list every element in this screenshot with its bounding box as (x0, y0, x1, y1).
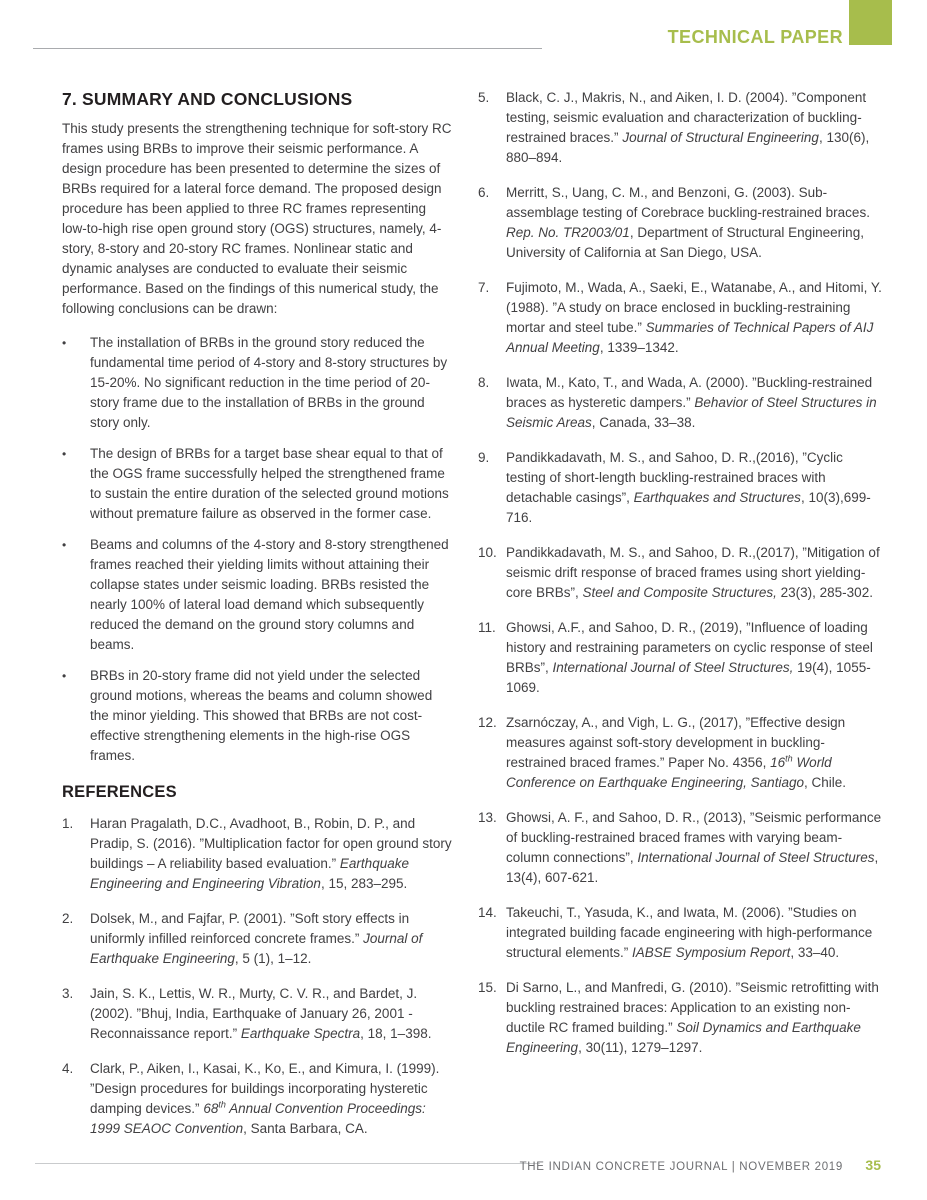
reference-number: 7. (478, 280, 490, 295)
reference-list-right (478, 88, 884, 1058)
bullet-item (62, 535, 454, 655)
reference-item (478, 278, 884, 358)
bullet-marker: • (62, 669, 67, 683)
bullet-text: The design of BRBs for a target base shear equal to that of the OGS frame successfully helped the strengthened frame to sustain the entire duration of the selected ground motions without premature failure as observed in the former case. (90, 446, 449, 521)
summary-intro-paragraph: This study presents the strengthening technique for soft-story RC frames using BRBs to improve their seismic performance. A design procedure has been presented to determine the sizes of BRBs required for a lateral force demand. The proposed design procedure has been applied to three RC frames representing low-to-high rise open ground story (OGS) structures, namely, 4-story, 8-story and 20-story RC frames. Nonlinear static and dynamic analyses are conducted to evaluate their seismic performance. Based on the findings of this numerical study, the following conclusions can be drawn: (62, 121, 452, 316)
bullet-marker: • (62, 336, 67, 350)
reference-text: Ghowsi, A.F., and Sahoo, D. R., (2019), ”Influence of loading history and restraining parameters on cyclic response of steel BRBs”, International Journal of Steel Structures, 19(4), 1055-1069. (506, 620, 873, 695)
conclusions-bullet-list (62, 333, 454, 766)
references-heading: REFERENCES (62, 783, 177, 801)
bullet-text: BRBs in 20-story frame did not yield under the selected ground motions, whereas the beams and column showed the minor yielding. This showed that BRBs are not cost-effective strengthening elements in the high-rise OGS frames. (90, 668, 433, 763)
reference-number: 6. (478, 185, 490, 200)
right-column (478, 88, 884, 1073)
reference-item (478, 808, 884, 888)
summary-heading: 7. SUMMARY AND CONCLUSIONS (62, 89, 353, 109)
footer-rule (35, 1163, 540, 1164)
reference-text: Pandikkadavath, M. S., and Sahoo, D. R.,(2017), ”Mitigation of seismic drift response of braced frames using short yielding-core BRBs”, Steel and Composite Structures, 23(3), 285-302. (506, 545, 880, 600)
reference-number: 3. (62, 986, 74, 1001)
bullet-marker: • (62, 538, 67, 552)
reference-item (478, 88, 884, 168)
reference-number: 11. (478, 620, 496, 635)
header-accent-block (849, 0, 892, 45)
reference-number: 1. (62, 816, 74, 831)
bullet-marker: • (62, 447, 67, 461)
reference-text: Clark, P., Aiken, I., Kasai, K., Ko, E., and Kimura, I. (1999). ”Design procedures for buildings incorporating hysteretic damping devices.” 68th Annual Convention Proceedings: 1999 SEAOC Convention, Santa Barbara, CA. (90, 1061, 440, 1136)
reference-number: 4. (62, 1061, 74, 1076)
reference-text: Haran Pragalath, D.C., Avadhoot, B., Robin, D. P., and Pradip, S. (2016). ”Multiplication factor for open ground story buildings – A reliability based evaluation.” Earthquake Engineering and Engineering Vibration, 15, 283–295. (90, 816, 452, 891)
bullet-item (62, 444, 454, 524)
bullet-item (62, 333, 454, 433)
header-rule (33, 48, 542, 49)
left-column (62, 88, 454, 1154)
reference-number: 12. (478, 715, 497, 730)
reference-number: 9. (478, 450, 490, 465)
reference-number: 5. (478, 90, 490, 105)
reference-text: Fujimoto, M., Wada, A., Saeki, E., Watanabe, A., and Hitomi, Y. (1988). ”A study on brace enclosed in buckling-restraining mortar and steel tube.” Summaries of Technical Papers of AIJ Annual Meeting, 1339–1342. (506, 280, 882, 355)
reference-item (478, 543, 884, 603)
reference-number: 15. (478, 980, 497, 995)
bullet-text: The installation of BRBs in the ground story reduced the fundamental time period of 4-story and 8-story structures by 15-20%. No significant reduction in the time period of 20-story frame due to the installation of BRBs in the ground story only. (90, 335, 448, 430)
reference-text: Zsarnóczay, A., and Vigh, L. G., (2017), ”Effective design measures against soft-story development in buckling-restrained braced frames.” Paper No. 4356, 16th World Conference on Earthquake Engineering, Santiago, Chile. (506, 715, 846, 790)
journal-name-footer: THE INDIAN CONCRETE JOURNAL | NOVEMBER 2019 (519, 1161, 843, 1173)
reference-text: Black, C. J., Makris, N., and Aiken, I. D. (2004). ”Component testing, seismic evaluation and characterization of buckling-restrained braces.” Journal of Structural Engineering, 130(6), 880–894. (506, 90, 870, 165)
reference-text: Ghowsi, A. F., and Sahoo, D. R., (2013), ”Seismic performance of buckling-restrained braced frames with varying beam-column connections”, International Journal of Steel Structures, 13(4), 607-621. (506, 810, 882, 885)
reference-item (478, 373, 884, 433)
bullet-item (62, 666, 454, 766)
reference-item (478, 448, 884, 528)
reference-number: 14. (478, 905, 497, 920)
page-number: 35 (865, 1157, 881, 1173)
reference-number: 10. (478, 545, 497, 560)
reference-item (478, 713, 884, 793)
reference-item (62, 909, 454, 969)
reference-item (62, 814, 454, 894)
reference-number: 8. (478, 375, 490, 390)
reference-text: Merritt, S., Uang, C. M., and Benzoni, G. (2003). Sub-assemblage testing of Corebrace buckling-restrained braces. Rep. No. TR2003/01, Department of Structural Engineering, University of California at San Diego, USA. (506, 185, 870, 260)
bullet-text: Beams and columns of the 4-story and 8-story strengthened frames reached their yielding limits without attaining their collapse states under seismic loading. BRBs resisted the nearly 100% of lateral load demand which subsequently reduced the demand on the ground story columns and beams. (90, 537, 449, 652)
technical-paper-label: TECHNICAL PAPER (667, 27, 843, 47)
reference-text: Takeuchi, T., Yasuda, K., and Iwata, M. (2006). ”Studies on integrated building facade engineering with high-performance structural elements.” IABSE Symposium Report, 33–40. (506, 905, 873, 960)
reference-list-left (62, 814, 454, 1139)
reference-text: Iwata, M., Kato, T., and Wada, A. (2000). ”Buckling-restrained braces as hysteretic dampers.” Behavior of Steel Structures in Seismic Areas, Canada, 33–38. (506, 375, 877, 430)
reference-item (478, 978, 884, 1058)
reference-text: Pandikkadavath, M. S., and Sahoo, D. R.,(2016), ”Cyclic testing of short-length buckling-restrained braces with detachable casings”, Earthquakes and Structures, 10(3),699-716. (506, 450, 871, 525)
reference-text: Jain, S. K., Lettis, W. R., Murty, C. V. R., and Bardet, J. (2002). ”Bhuj, India, Earthquake of January 26, 2001 - Reconnaissance report.” Earthquake Spectra, 18, 1–398. (90, 986, 432, 1041)
reference-text: Di Sarno, L., and Manfredi, G. (2010). ”Seismic retrofitting with buckling restrained braces: Application to an existing non-ductile RC framed building.” Soil Dynamics and Earthquake Engineering, 30(11), 1279–1297. (506, 980, 879, 1055)
reference-number: 2. (62, 911, 74, 926)
reference-text: Dolsek, M., and Fajfar, P. (2001). ”Soft story effects in uniformly infilled reinforced concrete frames.” Journal of Earthquake Engineering, 5 (1), 1–12. (90, 911, 423, 966)
reference-item (62, 1059, 454, 1139)
reference-item (478, 183, 884, 263)
reference-item (62, 984, 454, 1044)
reference-item (478, 618, 884, 698)
reference-number: 13. (478, 810, 497, 825)
reference-item (478, 903, 884, 963)
